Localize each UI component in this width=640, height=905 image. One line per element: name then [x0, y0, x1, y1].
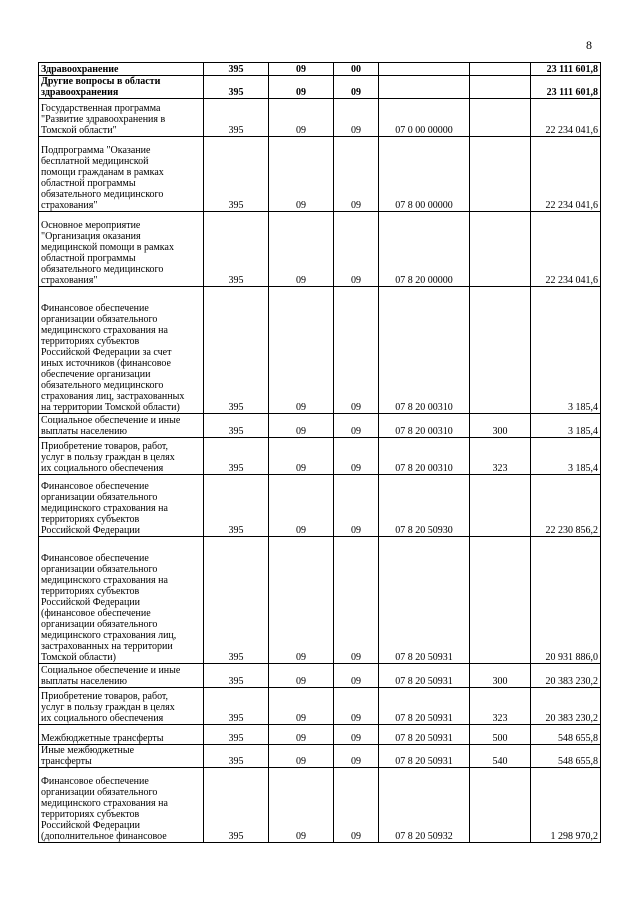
cell-name: Финансовое обеспечение организации обязательного медицинского страхования на территориях субъектов Российской Федерации (дополнительное финансовое	[39, 768, 204, 843]
budget-table	[38, 62, 601, 843]
cell-amount: 22 234 041,6	[531, 212, 601, 287]
cell-expense-type: 323	[470, 688, 531, 725]
cell-name: Государственная программа "Развитие здравоохранения в Томской области"	[39, 99, 204, 137]
cell-code-3: 09	[334, 725, 379, 745]
cell-expense-type	[470, 63, 531, 76]
cell-name: Подпрограмма "Оказание бесплатной медицинской помощи гражданам в рамках областной программы обязательного медицинского страхования"	[39, 137, 204, 212]
cell-code-3: 09	[334, 664, 379, 688]
cell-code-2: 09	[269, 725, 334, 745]
cell-target-article: 07 8 20 50931	[379, 688, 470, 725]
cell-amount: 23 111 601,8	[531, 63, 601, 76]
cell-code-3: 09	[334, 745, 379, 768]
table-row	[39, 438, 601, 475]
page-number: 8	[586, 38, 592, 52]
cell-name: Межбюджетные трансферты	[39, 725, 204, 745]
table-row	[39, 76, 601, 99]
cell-expense-type: 300	[470, 414, 531, 438]
cell-target-article: 07 8 20 50932	[379, 768, 470, 843]
cell-code-2: 09	[269, 438, 334, 475]
cell-target-article: 07 8 20 00310	[379, 414, 470, 438]
cell-target-article: 07 8 20 50930	[379, 475, 470, 537]
cell-code-1: 395	[204, 99, 269, 137]
cell-name: Финансовое обеспечение организации обязательного медицинского страхования на территориях субъектов Российской Федерации	[39, 475, 204, 537]
cell-code-3: 09	[334, 99, 379, 137]
cell-name: Приобретение товаров, работ, услуг в пользу граждан в целях их социального обеспечения	[39, 688, 204, 725]
cell-code-3: 09	[334, 438, 379, 475]
cell-amount: 20 931 886,0	[531, 537, 601, 664]
cell-code-3: 09	[334, 76, 379, 99]
table-row	[39, 475, 601, 537]
cell-code-2: 09	[269, 414, 334, 438]
cell-target-article: 07 8 20 50931	[379, 537, 470, 664]
cell-code-3: 09	[334, 537, 379, 664]
cell-amount: 22 230 856,2	[531, 475, 601, 537]
cell-expense-type: 540	[470, 745, 531, 768]
table-row	[39, 664, 601, 688]
cell-expense-type	[470, 537, 531, 664]
cell-code-2: 09	[269, 745, 334, 768]
cell-code-2: 09	[269, 287, 334, 414]
cell-expense-type: 300	[470, 664, 531, 688]
cell-code-2: 09	[269, 137, 334, 212]
cell-amount: 548 655,8	[531, 725, 601, 745]
cell-amount: 22 234 041,6	[531, 137, 601, 212]
cell-code-1: 395	[204, 414, 269, 438]
cell-name: Здравоохранение	[39, 63, 204, 76]
cell-code-3: 09	[334, 475, 379, 537]
cell-code-2: 09	[269, 63, 334, 76]
cell-target-article: 07 8 20 00310	[379, 287, 470, 414]
cell-code-2: 09	[269, 99, 334, 137]
cell-code-1: 395	[204, 438, 269, 475]
cell-code-1: 395	[204, 287, 269, 414]
cell-name: Другие вопросы в области здравоохранения	[39, 76, 204, 99]
cell-name: Финансовое обеспечение организации обязательного медицинского страхования на территориях субъектов Российской Федерации (финансовое обеспечение организации обязательного медицинского страхования лиц, застрахованных на территории Томской области)	[39, 537, 204, 664]
cell-name: Социальное обеспечение и иные выплаты населению	[39, 414, 204, 438]
cell-code-3: 09	[334, 137, 379, 212]
budget-table-body	[39, 63, 601, 843]
cell-target-article: 07 8 20 50931	[379, 745, 470, 768]
cell-expense-type: 500	[470, 725, 531, 745]
cell-code-2: 09	[269, 212, 334, 287]
cell-name: Основное мероприятие "Организация оказания медицинской помощи в рамках областной программы обязательного медицинского страхования"	[39, 212, 204, 287]
cell-code-2: 09	[269, 475, 334, 537]
cell-code-3: 09	[334, 287, 379, 414]
cell-code-1: 395	[204, 688, 269, 725]
cell-code-3: 00	[334, 63, 379, 76]
cell-target-article: 07 8 20 50931	[379, 725, 470, 745]
table-row	[39, 745, 601, 768]
cell-code-2: 09	[269, 76, 334, 99]
cell-code-1: 395	[204, 725, 269, 745]
cell-amount: 1 298 970,2	[531, 768, 601, 843]
table-row	[39, 414, 601, 438]
cell-target-article	[379, 76, 470, 99]
cell-expense-type	[470, 768, 531, 843]
cell-expense-type	[470, 475, 531, 537]
table-row	[39, 537, 601, 664]
cell-target-article: 07 0 00 00000	[379, 99, 470, 137]
cell-code-1: 395	[204, 768, 269, 843]
cell-amount: 20 383 230,2	[531, 688, 601, 725]
table-row	[39, 688, 601, 725]
cell-code-3: 09	[334, 768, 379, 843]
cell-target-article: 07 8 00 00000	[379, 137, 470, 212]
table-row	[39, 725, 601, 745]
table-row	[39, 137, 601, 212]
cell-amount: 22 234 041,6	[531, 99, 601, 137]
cell-code-1: 395	[204, 537, 269, 664]
cell-target-article: 07 8 20 50931	[379, 664, 470, 688]
cell-amount: 548 655,8	[531, 745, 601, 768]
table-row	[39, 63, 601, 76]
cell-target-article	[379, 63, 470, 76]
cell-code-3: 09	[334, 688, 379, 725]
cell-expense-type	[470, 287, 531, 414]
cell-code-2: 09	[269, 537, 334, 664]
cell-target-article: 07 8 20 00000	[379, 212, 470, 287]
cell-name: Иные межбюджетные трансферты	[39, 745, 204, 768]
cell-code-1: 395	[204, 475, 269, 537]
table-row	[39, 99, 601, 137]
cell-code-1: 395	[204, 664, 269, 688]
cell-code-2: 09	[269, 688, 334, 725]
table-row	[39, 287, 601, 414]
cell-name: Социальное обеспечение и иные выплаты населению	[39, 664, 204, 688]
cell-code-1: 395	[204, 63, 269, 76]
cell-expense-type	[470, 212, 531, 287]
cell-amount: 23 111 601,8	[531, 76, 601, 99]
cell-name: Приобретение товаров, работ, услуг в пользу граждан в целях их социального обеспечения	[39, 438, 204, 475]
cell-code-3: 09	[334, 414, 379, 438]
cell-name: Финансовое обеспечение организации обязательного медицинского страхования на территориях субъектов Российской Федерации за счет иных источников (финансовое обеспечение организации обязательного медицинского страхования лиц, застрахованных на территории Томской области)	[39, 287, 204, 414]
cell-amount: 20 383 230,2	[531, 664, 601, 688]
table-row	[39, 212, 601, 287]
cell-amount: 3 185,4	[531, 287, 601, 414]
cell-amount: 3 185,4	[531, 414, 601, 438]
cell-code-2: 09	[269, 664, 334, 688]
cell-code-1: 395	[204, 137, 269, 212]
cell-code-2: 09	[269, 768, 334, 843]
cell-code-3: 09	[334, 212, 379, 287]
cell-expense-type	[470, 99, 531, 137]
cell-code-1: 395	[204, 76, 269, 99]
cell-code-1: 395	[204, 745, 269, 768]
table-row	[39, 768, 601, 843]
cell-expense-type: 323	[470, 438, 531, 475]
cell-expense-type	[470, 137, 531, 212]
cell-target-article: 07 8 20 00310	[379, 438, 470, 475]
cell-code-1: 395	[204, 212, 269, 287]
cell-expense-type	[470, 76, 531, 99]
cell-amount: 3 185,4	[531, 438, 601, 475]
